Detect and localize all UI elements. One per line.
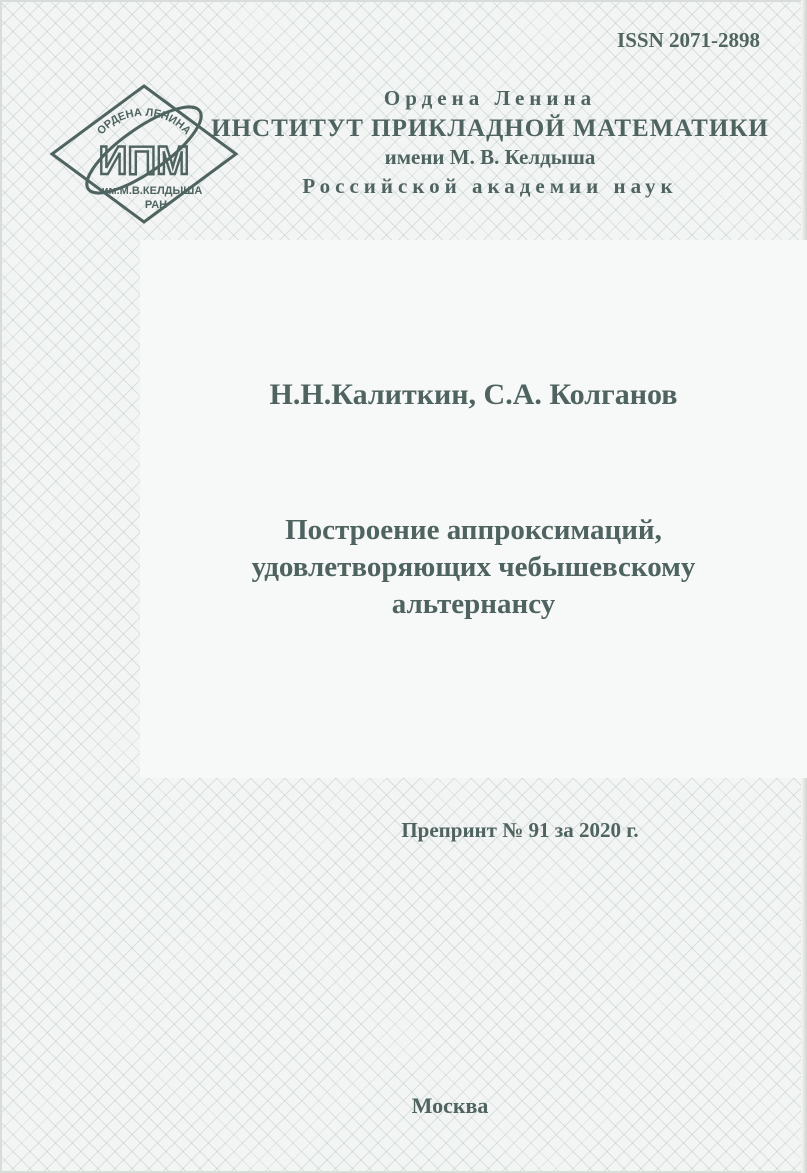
document-title	[140, 512, 807, 623]
institute-named-after: имени М. В. Келдыша	[384, 145, 596, 169]
title-line: альтернансу	[391, 588, 556, 620]
title-line: Построение аппроксимаций,	[285, 514, 662, 546]
institute-academy: Российской академии наук	[302, 174, 678, 198]
city: Москва	[411, 1093, 489, 1118]
center-panel	[140, 240, 807, 778]
preprint-number: Препринт № 91 за 2020 г.	[401, 818, 639, 842]
issn-number: ISSN 2071-2898	[617, 28, 760, 52]
logo-letters: ИПМ	[98, 139, 190, 183]
title-line: удовлетворяющих чебышевскому	[251, 551, 696, 583]
logo-bottom-text: им.М.В.КЕЛДЫША	[101, 185, 203, 197]
authors: Н.Н.Калиткин, С.А. Колганов	[269, 378, 678, 411]
institute-header	[210, 86, 770, 199]
institute-name: ИНСТИТУТ ПРИКЛАДНОЙ МАТЕМАТИКИ	[211, 115, 769, 142]
logo-top-text: ОРДЕНА ЛЕНИНА	[94, 106, 194, 138]
logo-academy: РАН	[144, 199, 168, 211]
institute-order: Ордена Ленина	[383, 86, 597, 110]
